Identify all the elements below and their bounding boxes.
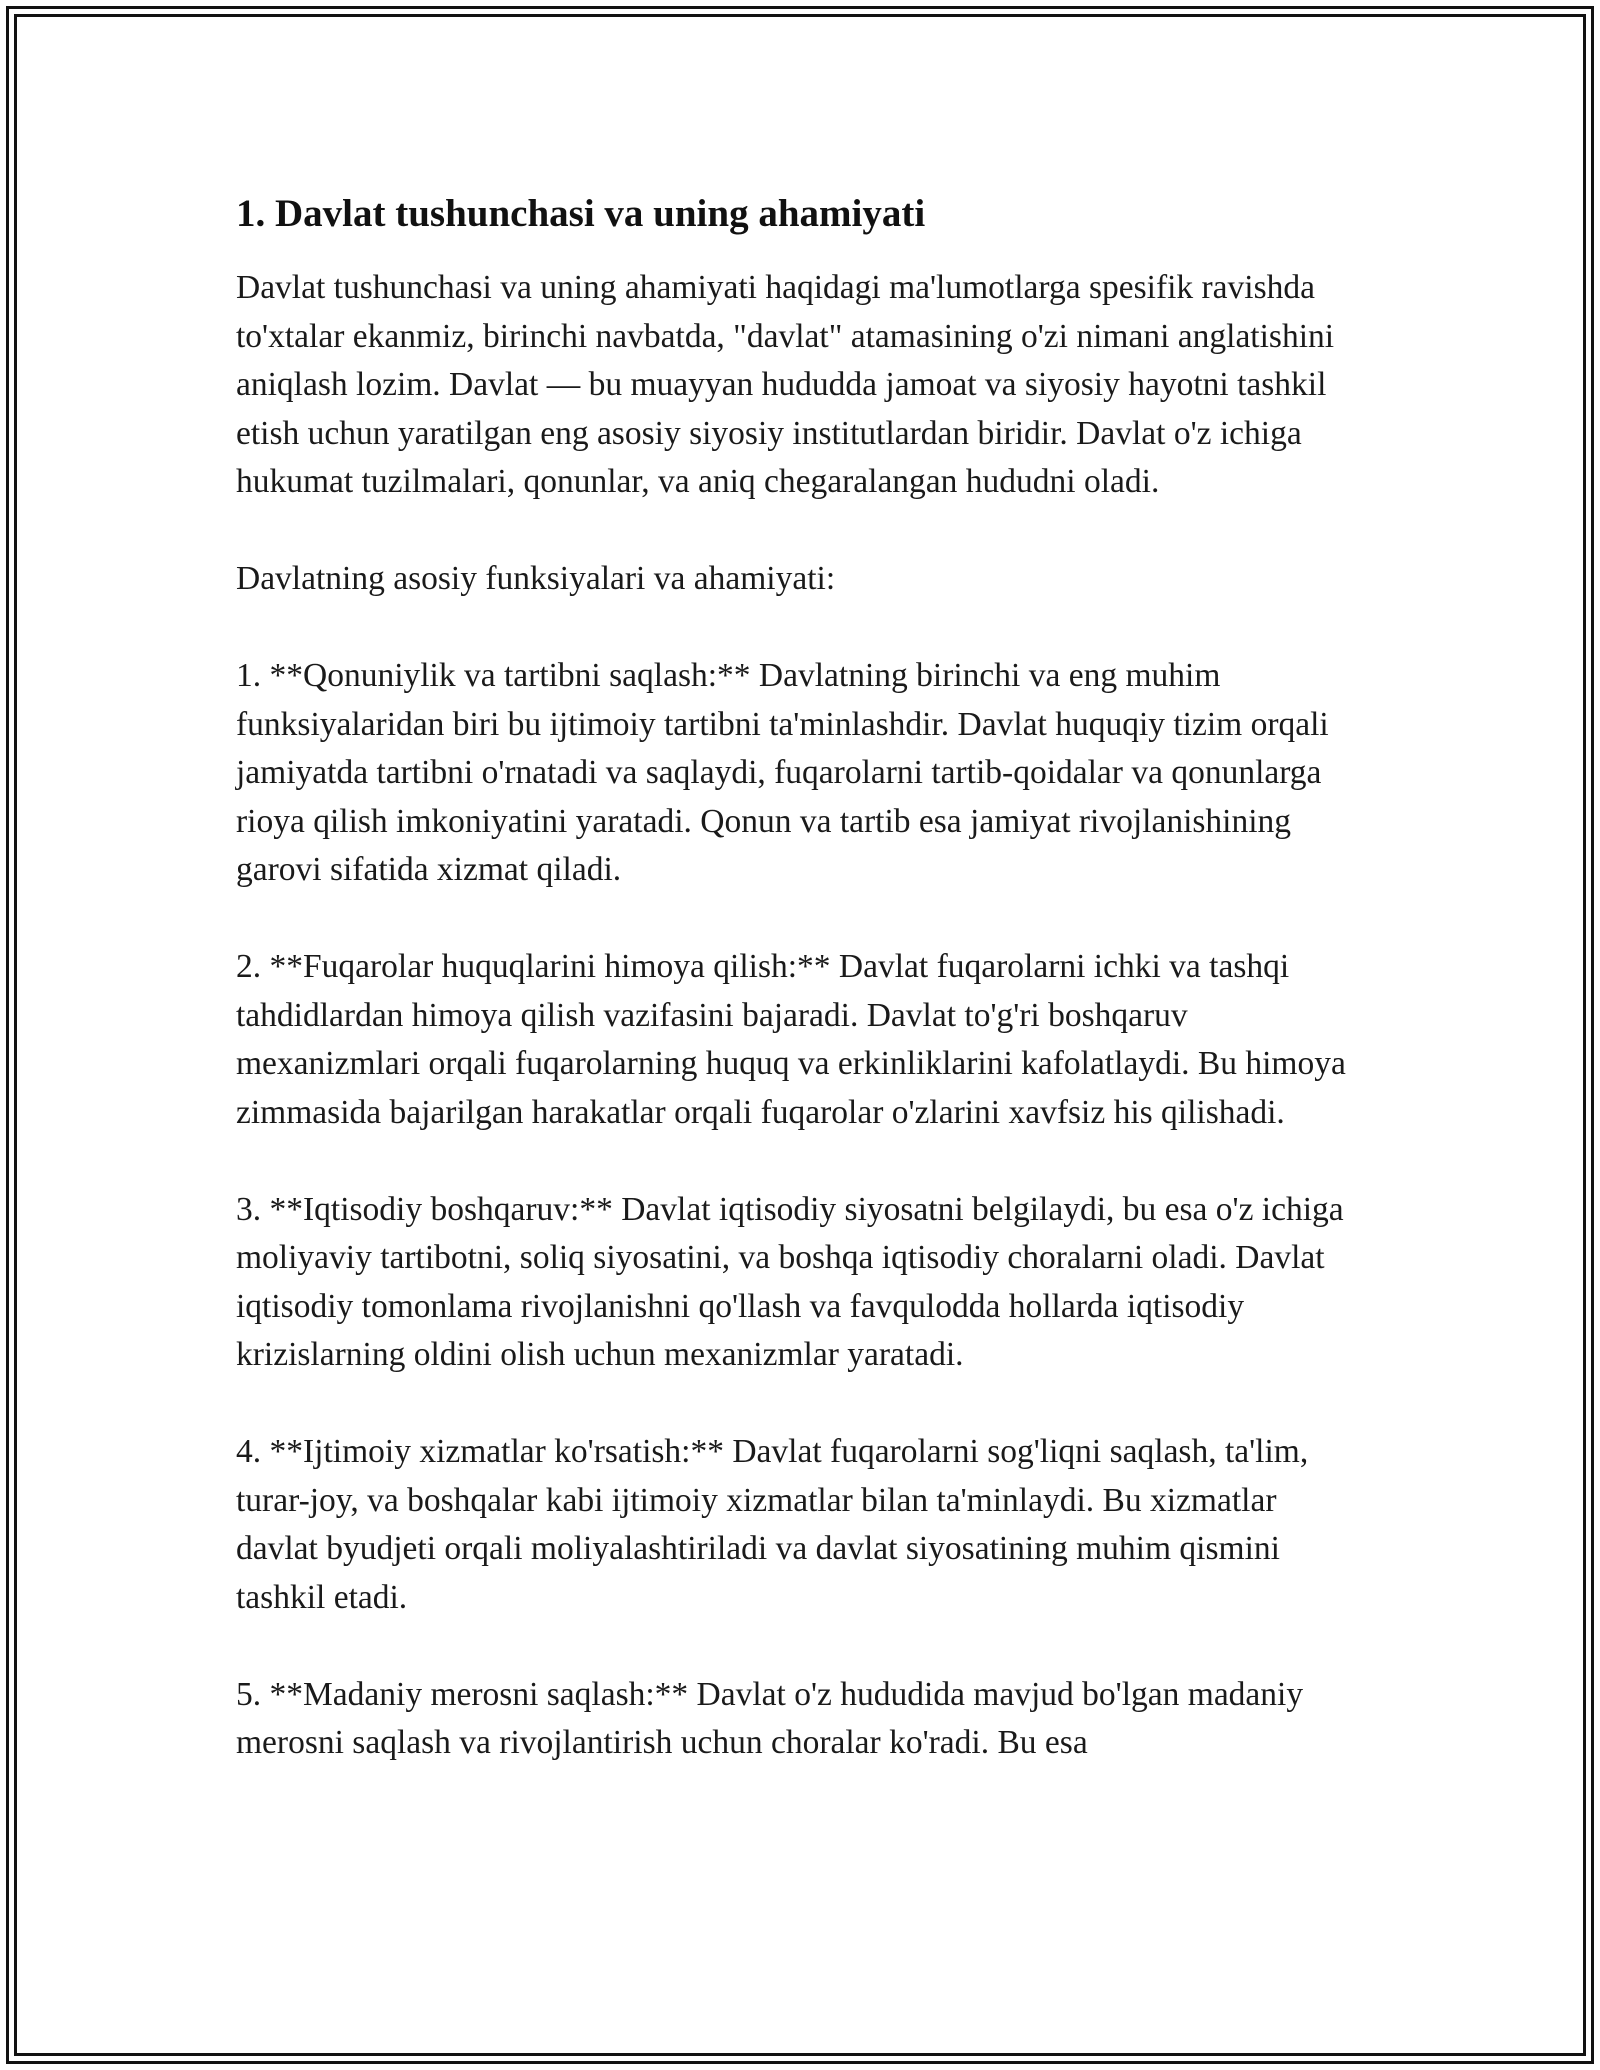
- list-item-4: 4. **Ijtimoiy xizmatlar ko'rsatish:** Davlat fuqarolarni sog'liqni saqlash, ta'lim, turar-joy, va boshqalar kabi ijtimoiy xizmatlar bilan ta'minlaydi. Bu xizmatlar davlat byudjeti orqali moliyalashtiriladi va davlat siyosatining muhim qismini tashkil etadi.: [236, 1433, 1309, 1616]
- paragraph-functions-heading: Davlatning asosiy funksiyalari va ahamiyati:: [236, 560, 836, 597]
- list-item-2: 2. **Fuqarolar huquqlarini himoya qilish:** Davlat fuqarolarni ichki va tashqi tahdidlardan himoya qilish vazifasini bajaradi. Davlat to'g'ri boshqaruv mexanizmlari orqali fuqarolarning huquq va erkinliklarini kafolatlaydi. Bu himoya zimmasida bajarilgan harakatlar orqali fuqarolar o'zlarini xavfsiz his qilishadi.: [236, 948, 1346, 1131]
- list-item-3: 3. **Iqtisodiy boshqaruv:** Davlat iqtisodiy siyosatni belgilaydi, bu esa o'z ichiga moliyaviy tartibotni, soliq siyosatini, va boshqa iqtisodiy choralarni oladi. Davlat iqtisodiy tomonlama rivojlanishni qo'llash va favqulodda hollarda iqtisodiy krizislarning oldini olish uchun mexanizmlar yaratadi.: [236, 1190, 1344, 1373]
- section-title: 1. Davlat tushunchasi va uning ahamiyati: [236, 192, 926, 235]
- paragraph-intro: Davlat tushunchasi va uning ahamiyati haqidagi ma'lumotlarga spesifik ravishda to'xtalar ekanmiz, birinchi navbatda, "davlat" atamasining o'zi nimani anglatishini aniqlash lozim. Davlat — bu muayyan hududda jamoat va siyosiy hayotni tashkil etish uchun yaratilgan eng asosiy siyosiy institutlardan biridir. Davlat o'z ichiga hukumat tuzilmalari, qonunlar, va aniq chegaralangan hududni oladi.: [236, 269, 1335, 500]
- document-body: [236, 188, 1366, 1816]
- list-item-5: 5. **Madaniy merosni saqlash:** Davlat o'z hududida mavjud bo'lgan madaniy merosni saqlash va rivojlantirish uchun choralar ko'radi. Bu esa: [236, 1675, 1304, 1761]
- list-item-1: 1. **Qonuniylik va tartibni saqlash:** Davlatning birinchi va eng muhim funksiyalaridan biri bu ijtimoiy tartibni ta'minlashdir. Davlat huquqiy tizim orqali jamiyatda tartibni o'rnatadi va saqlaydi, fuqarolarni tartib-qoidalar va qonunlarga rioya qilish imkoniyatini yaratadi. Qonun va tartib esa jamiyat rivojlanishining garovi sifatida xizmat qiladi.: [236, 657, 1329, 888]
